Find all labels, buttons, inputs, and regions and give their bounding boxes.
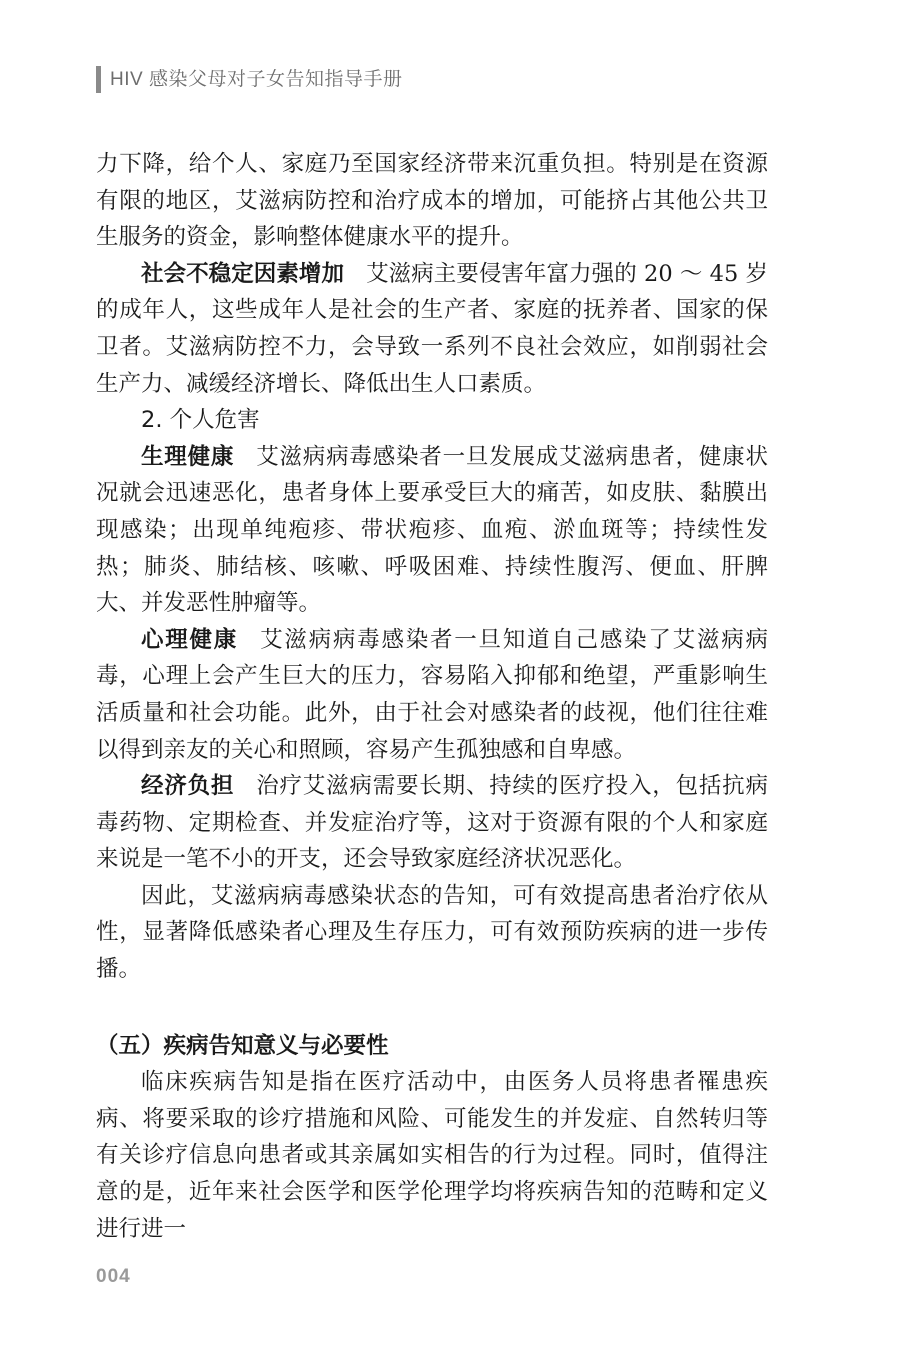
page-number: 004 [96,1266,131,1287]
term-economic-burden: 经济负担 [141,773,235,800]
paragraph-conclusion: 因此，艾滋病病毒感染状态的告知，可有效提高患者治疗依从性，显著降低感染者心理及生存压力，可有效预防疾病的进一步传播。 [96,882,768,983]
header-accent-bar [96,66,101,93]
paragraph-text: 治疗艾滋病需要长期、持续的医疗投入，包括抗病毒药物、定期检查、并发症治疗等，这对于资源有限的个人和家庭来说是一笔不小的开支，还会导致家庭经济状况恶化。 [96,773,768,873]
term-mental-health: 心理健康 [141,626,239,653]
paragraph-economic-burden [96,768,768,878]
paragraph-mental-health [96,622,768,768]
page-body [96,146,768,1247]
paragraph-disclosure-definition: 临床疾病告知是指在医疗活动中，由医务人员将患者罹患疾病、将要采取的诊疗措施和风险、可能发生的并发症、自然转归等有关诊疗信息向患者或其亲属如实相告的行为过程。同时，值得注意的是，近年来社会医学和医学伦理学均将疾病告知的范畴和定义进行进一 [96,1069,768,1242]
paragraph-continuation: 力下降，给个人、家庭乃至国家经济带来沉重负担。特别是在资源有限的地区，艾滋病防控和治疗成本的增加，可能挤占其他公共卫生服务的资金，影响整体健康水平的提升。 [96,151,768,251]
paragraph-text: 艾滋病主要侵害年富力强的 20 ～ 45 岁的成年人，这些成年人是社会的生产者、家庭的抚养者、国家的保卫者。艾滋病防控不力，会导致一系列不良社会效应，如削弱社会生产力、减缓经济增长、降低出生人口素质。 [96,260,768,397]
paragraph-physical-health [96,439,768,622]
subheading-personal-harm: 2. 个人危害 [141,407,260,434]
paragraph-text: 艾滋病病毒感染者一旦知道自己感染了艾滋病病毒，心理上会产生巨大的压力，容易陷入抑郁和绝望，严重影响生活质量和社会功能。此外，由于社会对感染者的歧视，他们往往难以得到亲友的关心和照顾，容易产生孤独感和自卑感。 [96,626,768,763]
running-header-title: HIV 感染父母对子女告知指导手册 [110,69,403,90]
section-heading: （五）疾病告知意义与必要性 [96,1032,389,1059]
paragraph-social-instability [96,256,768,402]
term-physical-health: 生理健康 [141,443,235,470]
paragraph-text: 艾滋病病毒感染者一旦发展成艾滋病患者，健康状况就会迅速恶化，患者身体上要承受巨大的痛苦，如皮肤、黏膜出现感染；出现单纯疱疹、带状疱疹、血疱、淤血斑等；持续性发热；肺炎、肺结核、咳嗽、呼吸困难、持续性腹泻、便血、肝脾大、并发恶性肿瘤等。 [96,443,768,617]
term-social-instability: 社会不稳定因素增加 [141,260,345,287]
